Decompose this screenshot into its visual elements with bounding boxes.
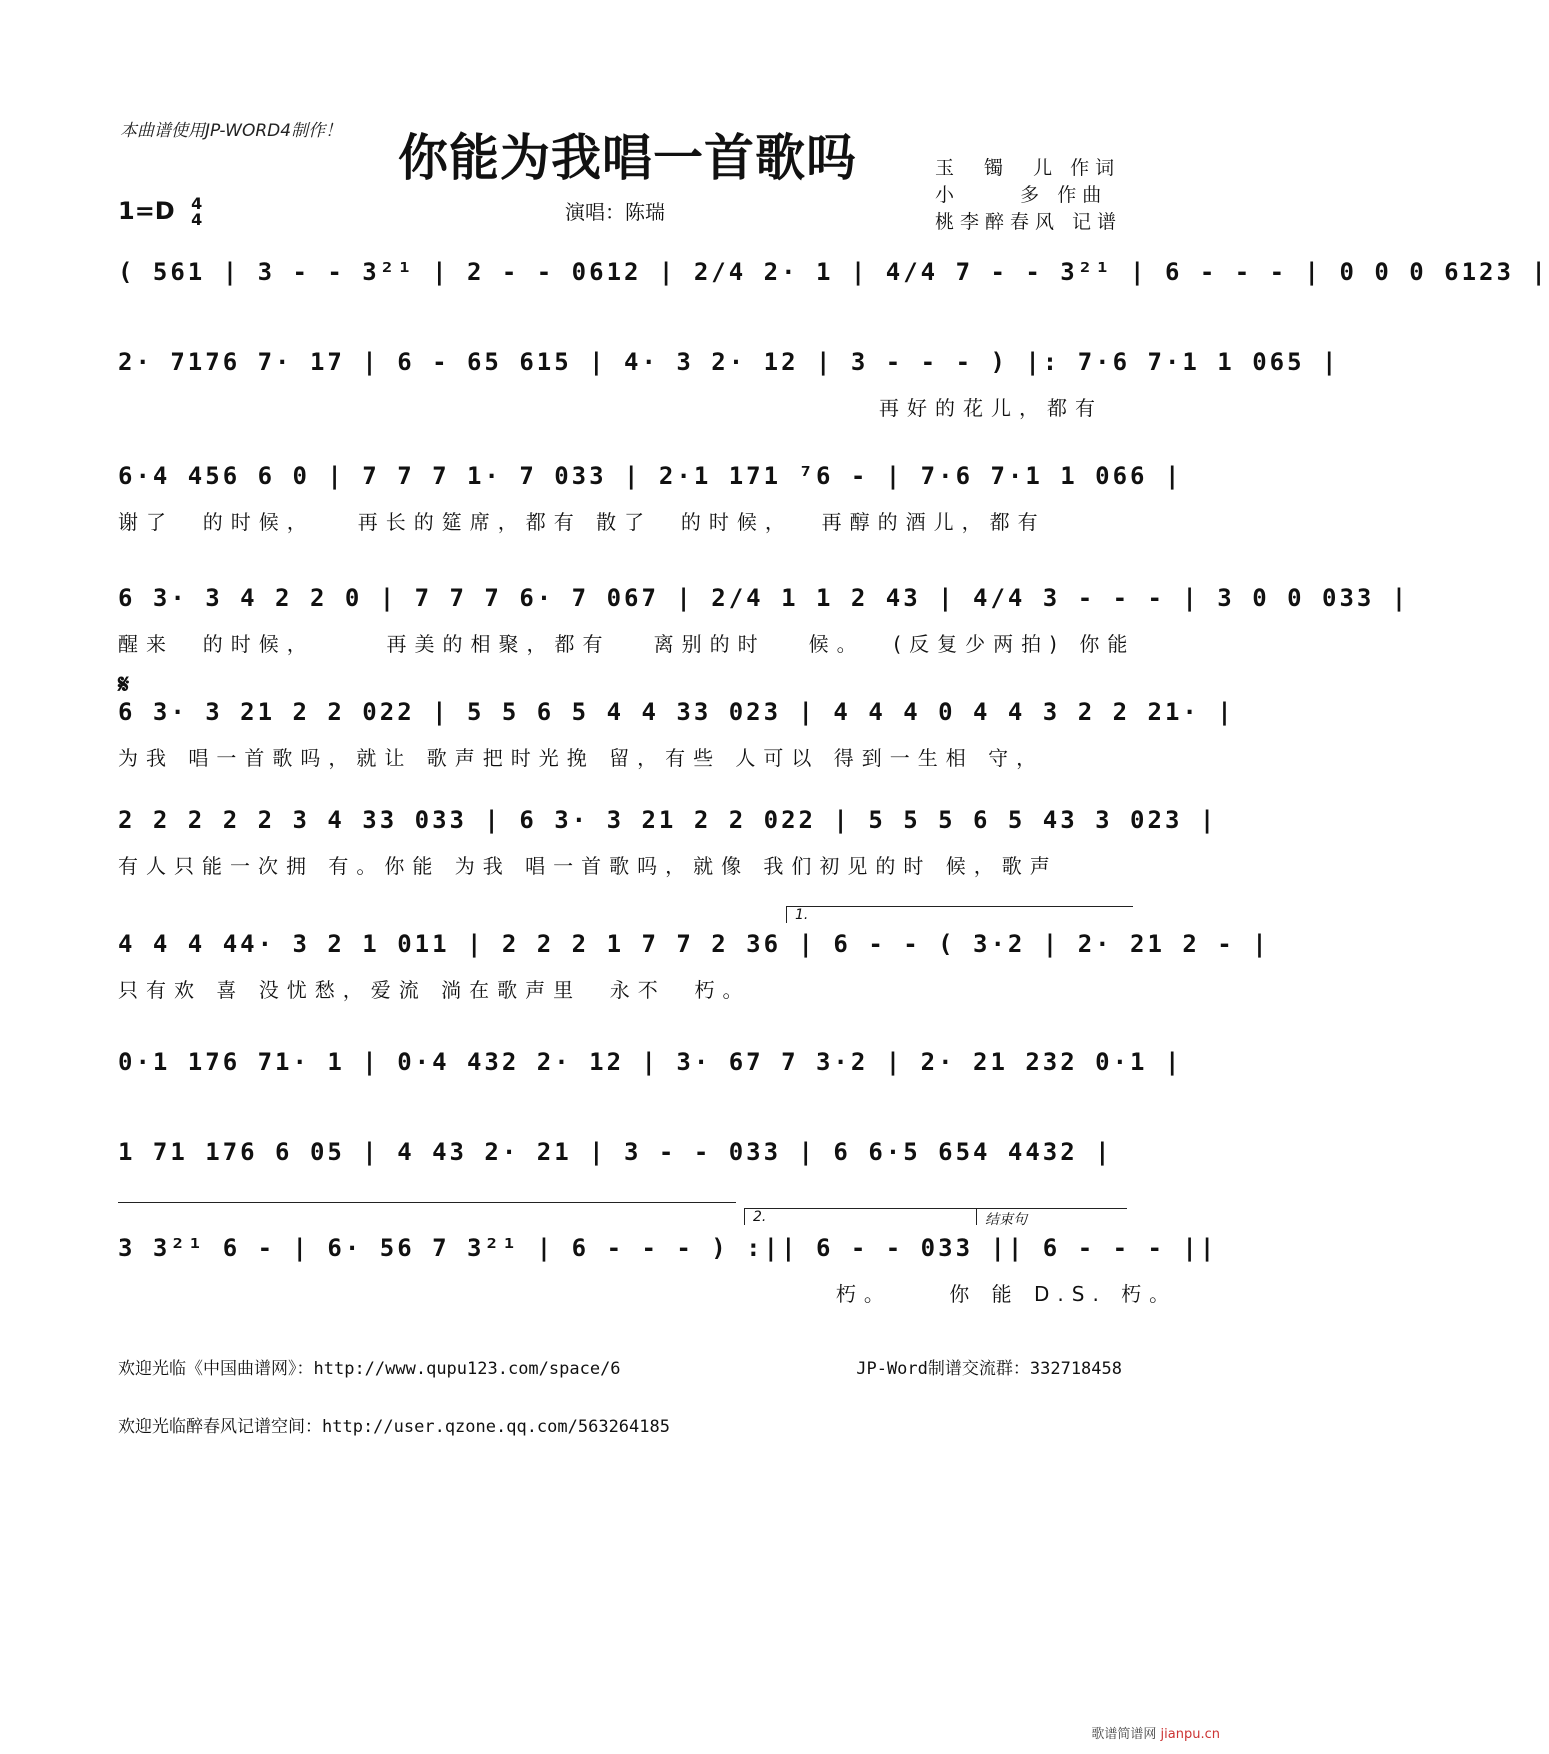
notes-line: 2· 7176 7· 17 | 6 - 65 615 | 4· 3 2· 12 | 3 - - - ) |: 7·6 7·1 1 065 | (118, 348, 1340, 376)
lyrics-line: 只有欢 喜 没忧愁，爱流 淌在歌声里 永不 朽。 (118, 978, 751, 1002)
notes-line: 0·1 176 71· 1 | 0·4 432 2· 12 | 3· 67 7 3·2 | 2· 21 232 0·1 | (118, 1048, 1183, 1076)
footer-qzone-link[interactable]: 欢迎光临醉春风记谱空间：http://user.qzone.qq.com/563264185 (118, 1417, 670, 1437)
transcriber-credit: 桃李醉春风 记谱 (934, 211, 1122, 233)
notes-line: 6 3· 3 21 2 2 022 | 5 5 6 5 4 4 33 023 | 4 4 4 0 4 4 3 2 2 21· | (118, 698, 1235, 726)
watermark (1091, 1723, 1220, 1742)
footer-group: JP-Word制谱交流群：332718458 (856, 1359, 1122, 1379)
notes-line: ( 561 | 3 - - 3²¹ | 2 - - 0612 | 2/4 2· 1 | 4/4 7 - - 3²¹ | 6 - - - | 0 0 0 6123 | (118, 258, 1549, 286)
lyrics-line (118, 302, 1124, 330)
watermark-left: 歌谱简谱网 (1091, 1727, 1157, 1742)
volta-second-ending: 2. (744, 1208, 977, 1225)
segno-sign: 𝄋 (118, 670, 130, 700)
singer: 演唱：陈瑞 (565, 200, 665, 224)
lyrics-line: 朽。 你 能 D.S. 朽。 (118, 1282, 1178, 1306)
key-label: 1=D (118, 197, 175, 225)
lyrics-line: 谢了 的时候， 再长的筵席，都有 散了 的时候， 再醇的酒儿，都有 (118, 510, 1046, 534)
lyrics-line (118, 1092, 1124, 1120)
notes-line: 3 3²¹ 6 - | 6· 56 7 3²¹ | 6 - - - ) :|| 6 - - 033 || 6 - - - || (118, 1234, 1218, 1262)
volta-first-ending: 1. (786, 906, 1133, 923)
notes-line: 4 4 4 44· 3 2 1 011 | 2 2 2 1 7 7 2 36 | 6 - - ( 3·2 | 2· 21 2 - | (118, 930, 1270, 958)
lyrics-line: 醒来 的时候， 再美的相聚，都有 离别的时 候。 (反复少两拍) 你能 (118, 632, 1136, 656)
notes-line: 2 2 2 2 2 3 4 33 033 | 6 3· 3 21 2 2 022 | 5 5 5 6 5 43 3 023 | (118, 806, 1218, 834)
lyrics-line: 再好的花儿，都有 (118, 396, 1103, 420)
lyrics-line: 为我 唱一首歌吗，就让 歌声把时光挽 留，有些 人可以 得到一生相 守， (118, 746, 1045, 770)
bracket-line (118, 1202, 736, 1203)
credits (935, 155, 1122, 236)
lyrics-line: 有人只能一次拥 有。你能 为我 唱一首歌吗，就像 我们初见的时 候，歌声 (118, 854, 1058, 878)
notes-line: 1 71 176 6 05 | 4 43 2· 21 | 3 - - 033 | 6 6·5 654 4432 | (118, 1138, 1113, 1166)
notes-line: 6·4 456 6 0 | 7 7 7 1· 7 033 | 2·1 171 ⁷6 - | 7·6 7·1 1 066 | (118, 462, 1183, 490)
time-bottom: 4 (191, 210, 203, 229)
made-with-note: 本曲谱使用JP-WORD4制作！ (120, 121, 343, 141)
time-signature (191, 196, 202, 228)
footer-site-link[interactable]: 欢迎光临《中国曲谱网》：http://www.qupu123.com/space/6 (118, 1359, 621, 1379)
composer-credit: 小 多 作曲 (934, 184, 1108, 206)
lyrics-line (118, 1182, 1124, 1210)
song-title: 你能为我唱一首歌吗 (398, 129, 857, 187)
time-top: 4 (191, 194, 203, 213)
key-signature (118, 196, 202, 228)
coda-label: 结束句 (976, 1208, 1127, 1225)
lyricist-credit: 玉 镯 儿 作词 (934, 157, 1121, 179)
notes-line: 6 3· 3 4 2 2 0 | 7 7 7 6· 7 067 | 2/4 1 1 2 43 | 4/4 3 - - - | 3 0 0 033 | (118, 584, 1410, 612)
watermark-right: jianpu.cn (1160, 1727, 1220, 1742)
